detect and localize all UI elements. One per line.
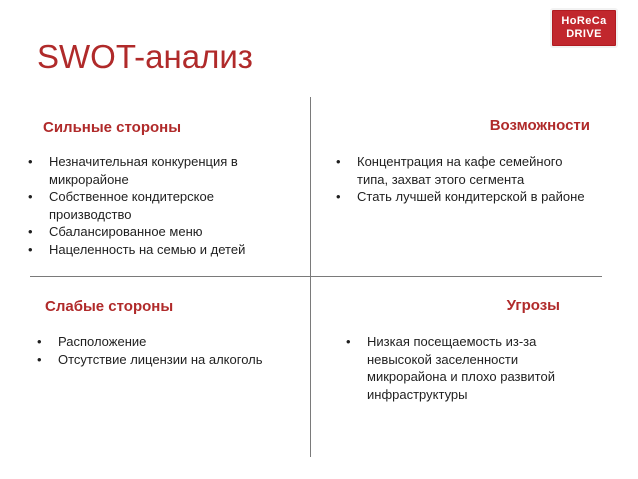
weaknesses-heading: Слабые стороны: [45, 298, 174, 315]
logo-line-1: HoReCa: [561, 15, 607, 27]
horeca-drive-logo: [550, 8, 618, 48]
list-item: • Сбалансированное меню: [28, 223, 290, 241]
slide-title: SWOT-анализ: [37, 38, 253, 75]
strengths-list: [28, 153, 290, 258]
list-item: • Концентрация на кафе семейного типа, захват этого сегмента: [336, 153, 596, 188]
list-item: • Незначительная конкуренция в микрорайоне: [28, 153, 290, 188]
opportunities-list: [336, 153, 596, 206]
list-item: • Стать лучшей кондитерской в районе: [336, 188, 596, 206]
strengths-heading: Сильные стороны: [43, 119, 182, 136]
list-item: • Нацеленность на семью и детей: [28, 241, 290, 259]
threats-heading: Угрозы: [506, 297, 560, 314]
opportunities-heading: Возможности: [489, 117, 590, 134]
list-item: • Расположение: [37, 333, 299, 351]
horizontal-divider: [30, 276, 602, 277]
weaknesses-list: [37, 333, 299, 368]
threats-list: [346, 333, 596, 403]
list-item: • Отсутствие лицензии на алкоголь: [37, 351, 299, 369]
logo-line-2: DRIVE: [566, 28, 602, 40]
vertical-divider: [310, 97, 311, 457]
list-item: • Низкая посещаемость из-за невысокой заселенности микрорайона и плохо развитой инфраструктуры: [346, 333, 596, 403]
list-item: • Собственное кондитерское производство: [28, 188, 290, 223]
